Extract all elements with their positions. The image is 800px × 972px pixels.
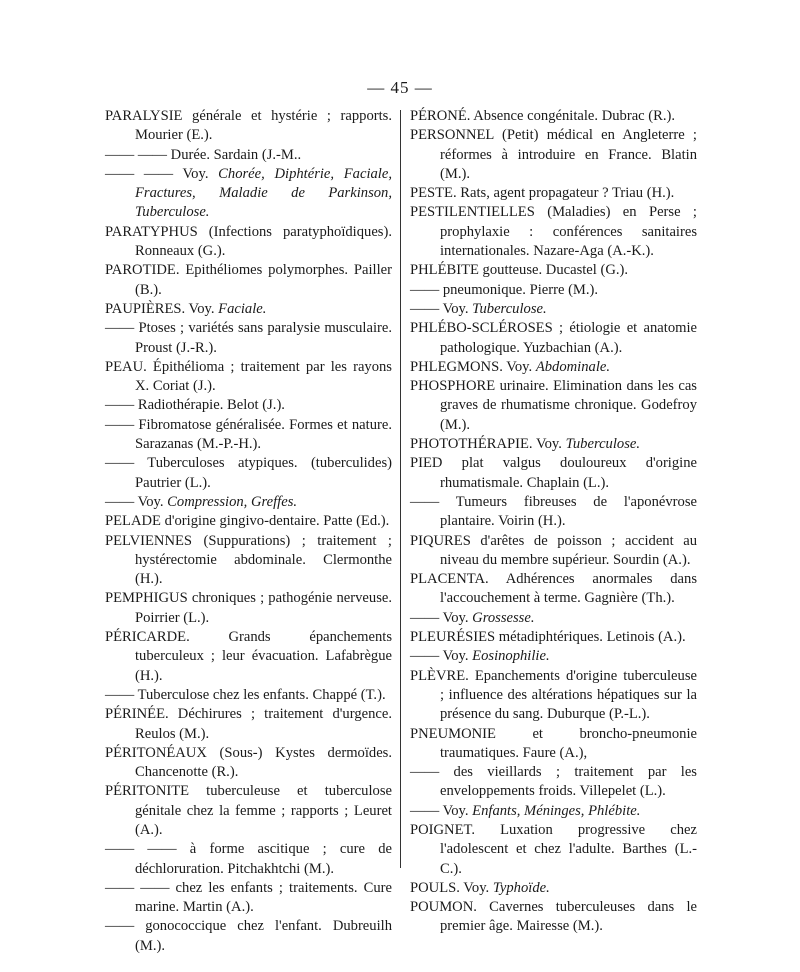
entry-text: PÉRITONÉAUX (Sous-) Kystes dermoïdes. Chancenotte (R.). [105,744,392,781]
index-entry [410,493,697,532]
index-entry [410,435,697,454]
entry-text: PHLÉBO-SCLÉROSES ; étiologie et anatomie pathologique. Yuzbachian (A.). [410,320,697,356]
index-entry [105,589,392,628]
entry-text: PÉRONÉ. Absence congénitale. Dubrac (R.). [410,108,676,124]
entry-text: PERSONNEL (Petit) médical en Angleterre ; réformes à introduire en France. Blatin (M.). [410,127,697,182]
index-entry [410,261,697,280]
entry-text: PEMPHIGUS chroniques ; pathogénie nerveuse. Poirrier (L.). [105,590,392,626]
index-entry [105,532,392,590]
entry-reference: Tuberculose. [565,436,641,453]
index-entry [410,203,697,261]
entry-text: PARATYPHUS (Infections paratyphoïdiques). Ronneaux (G.). [105,223,392,260]
entry-text: —— Radiothérapie. Belot (J.). [105,397,285,414]
index-entry [410,532,697,571]
index-entry [410,821,697,879]
index-entry [410,898,697,937]
entry-text: —— Voy. [410,648,473,665]
entry-text: —— —— Voy. [105,165,219,182]
index-entry [105,686,392,705]
index-entry [105,416,392,455]
index-entry [410,300,697,319]
index-entry [105,917,392,956]
entry-reference: Faciale. [218,300,267,317]
entry-text: —— —— chez les enfants ; traitements. Cure marine. Martin (A.). [105,879,392,916]
entry-text: —— gonococcique chez l'enfant. Dubreuilh (M.). [105,918,392,954]
column-divider [400,110,401,868]
entry-text: PAROTIDE. Epithéliomes polymorphes. Pailler (B.). [105,262,392,298]
index-entry [410,281,697,300]
index-entry [410,667,697,725]
index-entry [105,358,392,397]
entry-text: —— des vieillards ; traitement par les enveloppements froids. Villepelet (L.). [410,764,697,800]
index-entry [105,396,392,415]
index-entry [105,300,392,319]
index-entry [105,705,392,744]
index-entry [410,570,697,609]
entry-text: —— Voy. [410,802,473,819]
entry-text: —— pneumonique. Pierre (M.). [410,281,599,298]
entry-text: PHLÉBITE goutteuse. Ducastel (G.). [410,262,629,279]
index-entry [410,107,697,126]
index-entry [410,184,697,203]
index-entry [105,146,392,165]
entry-text: PIQURES d'arêtes de poisson ; accident au niveau du membre supérieur. Sourdin (A.). [410,532,697,568]
entry-text: PHOTOTHÉRAPIE. Voy. [410,436,566,453]
index-entry [410,802,697,821]
index-entry [410,377,697,435]
entry-text: PELADE d'origine gingivo-dentaire. Patte (Ed.). [105,513,390,530]
entry-text: —— Ptoses ; variétés sans paralysie musculaire. Proust (J.-R.). [105,320,392,356]
entry-reference: Grossesse. [472,609,535,626]
entry-text: PESTE. Rats, agent propagateur ? Triau (H.). [410,185,675,202]
entry-text: PARALYSIE générale et hystérie ; rapports. Mourier (E.). [105,108,392,144]
entry-text: PÉRITONITE tuberculeuse et tuberculose génitale chez la femme ; rapports ; Leuret (A.). [105,783,392,838]
entry-text: PÉRINÉE. Déchirures ; traitement d'urgence. Reulos (M.). [105,706,392,742]
index-entry [105,628,392,686]
index-entry [410,609,697,628]
index-entry [105,261,392,300]
entry-text: —— —— Durée. Sardain (J.-M.. [105,146,302,163]
entry-text: —— —— à forme ascitique ; cure de déchloruration. Pitchakhtchi (M.). [105,841,392,877]
entry-text: PEAU. Épithélioma ; traitement par les rayons X. Coriat (J.). [105,358,392,395]
index-entry [105,165,392,223]
index-entry [410,879,697,898]
entry-text: —— Tumeurs fibreuses de l'aponévrose plantaire. Voirin (H.). [410,493,697,530]
index-entry [105,744,392,783]
entry-text: PNEUMONIE et broncho-pneumonie traumatiques. Faure (A.), [410,725,697,761]
entry-text: —— Tuberculoses atypiques. (tuberculides) Pautrier (L.). [105,455,392,491]
index-entry [410,358,697,377]
index-entry [410,647,697,666]
index-entry [105,223,392,262]
left-column [105,107,392,956]
entry-reference: Compression, Greffes. [167,493,298,510]
entry-text: PHOSPHORE urinaire. Elimination dans les cas graves de rhumatisme chronique. Godefroy (M.). [410,378,697,433]
index-entry [105,319,392,358]
entry-text: —— Fibromatose généralisée. Formes et nature. Sarazanas (M.-P.-H.). [105,416,392,453]
index-entry [105,493,392,512]
index-entry [105,782,392,840]
entry-text: POUMON. Cavernes tuberculeuses dans le premier âge. Mairesse (M.). [410,899,697,935]
entry-text: PAUPIÈRES. Voy. [105,300,219,317]
entry-text: PLACENTA. Adhérences anormales dans l'accouchement à terme. Gagnière (Th.). [410,571,697,607]
entry-text: PLÈVRE. Epanchements d'origine tuberculeuse ; influence des altérations hépatiques sur la présence du sang. Duburque (P.-L.). [410,667,697,723]
index-entry [105,840,392,879]
entry-text: PÉRICARDE. Grands épanchements tuberculeux ; leur évacuation. Lafabrègue (H.). [105,629,392,684]
index-entry [410,628,697,647]
entry-text: PESTILENTIELLES (Maladies) en Perse ; prophylaxie : conférences sanitaires internationales. Nazare-Aga (A.-K.). [410,204,697,260]
index-entry [410,319,697,358]
index-entry [105,107,392,146]
entry-text: —— Voy. [105,493,168,510]
entry-text: PELVIENNES (Suppurations) ; traitement ; hystérectomie abdominale. Clermonthe (H.). [105,532,392,588]
entry-text: POIGNET. Luxation progressive chez l'adolescent et chez l'adulte. Barthes (L.-C.). [410,821,697,877]
index-entry [410,725,697,764]
entry-text: PHLEGMONS. Voy. [410,358,536,375]
entry-reference: Typhoïde. [492,879,550,896]
index-entry [105,454,392,493]
page-number: — 45 — [367,78,433,97]
index-entry [410,763,697,802]
entry-text: PLEURÉSIES métadiphtériques. Letinois (A.). [410,629,686,646]
entry-text: —— Voy. [410,300,473,317]
index-entry [410,454,697,493]
entry-reference: Chorée, Diphtérie, Faciale, Fractures, Maladie de Parkinson, Tuberculose. [135,165,392,221]
entry-text: —— Voy. [410,609,473,626]
index-entry [410,126,697,184]
entry-reference: Eosinophilie. [472,648,550,665]
index-entry [105,879,392,918]
entry-reference: Enfants, Méninges, Phlébite. [472,802,641,819]
entry-reference: Tuberculose. [472,300,547,317]
index-entry [105,512,392,531]
entry-text: PIED plat valgus douloureux d'origine rhumatismale. Chaplain (L.). [410,455,697,491]
entry-reference: Abdominale. [535,358,611,375]
right-column [410,107,697,937]
entry-text: —— Tuberculose chez les enfants. Chappé (T.). [105,686,386,703]
entry-text: POULS. Voy. [410,879,493,896]
